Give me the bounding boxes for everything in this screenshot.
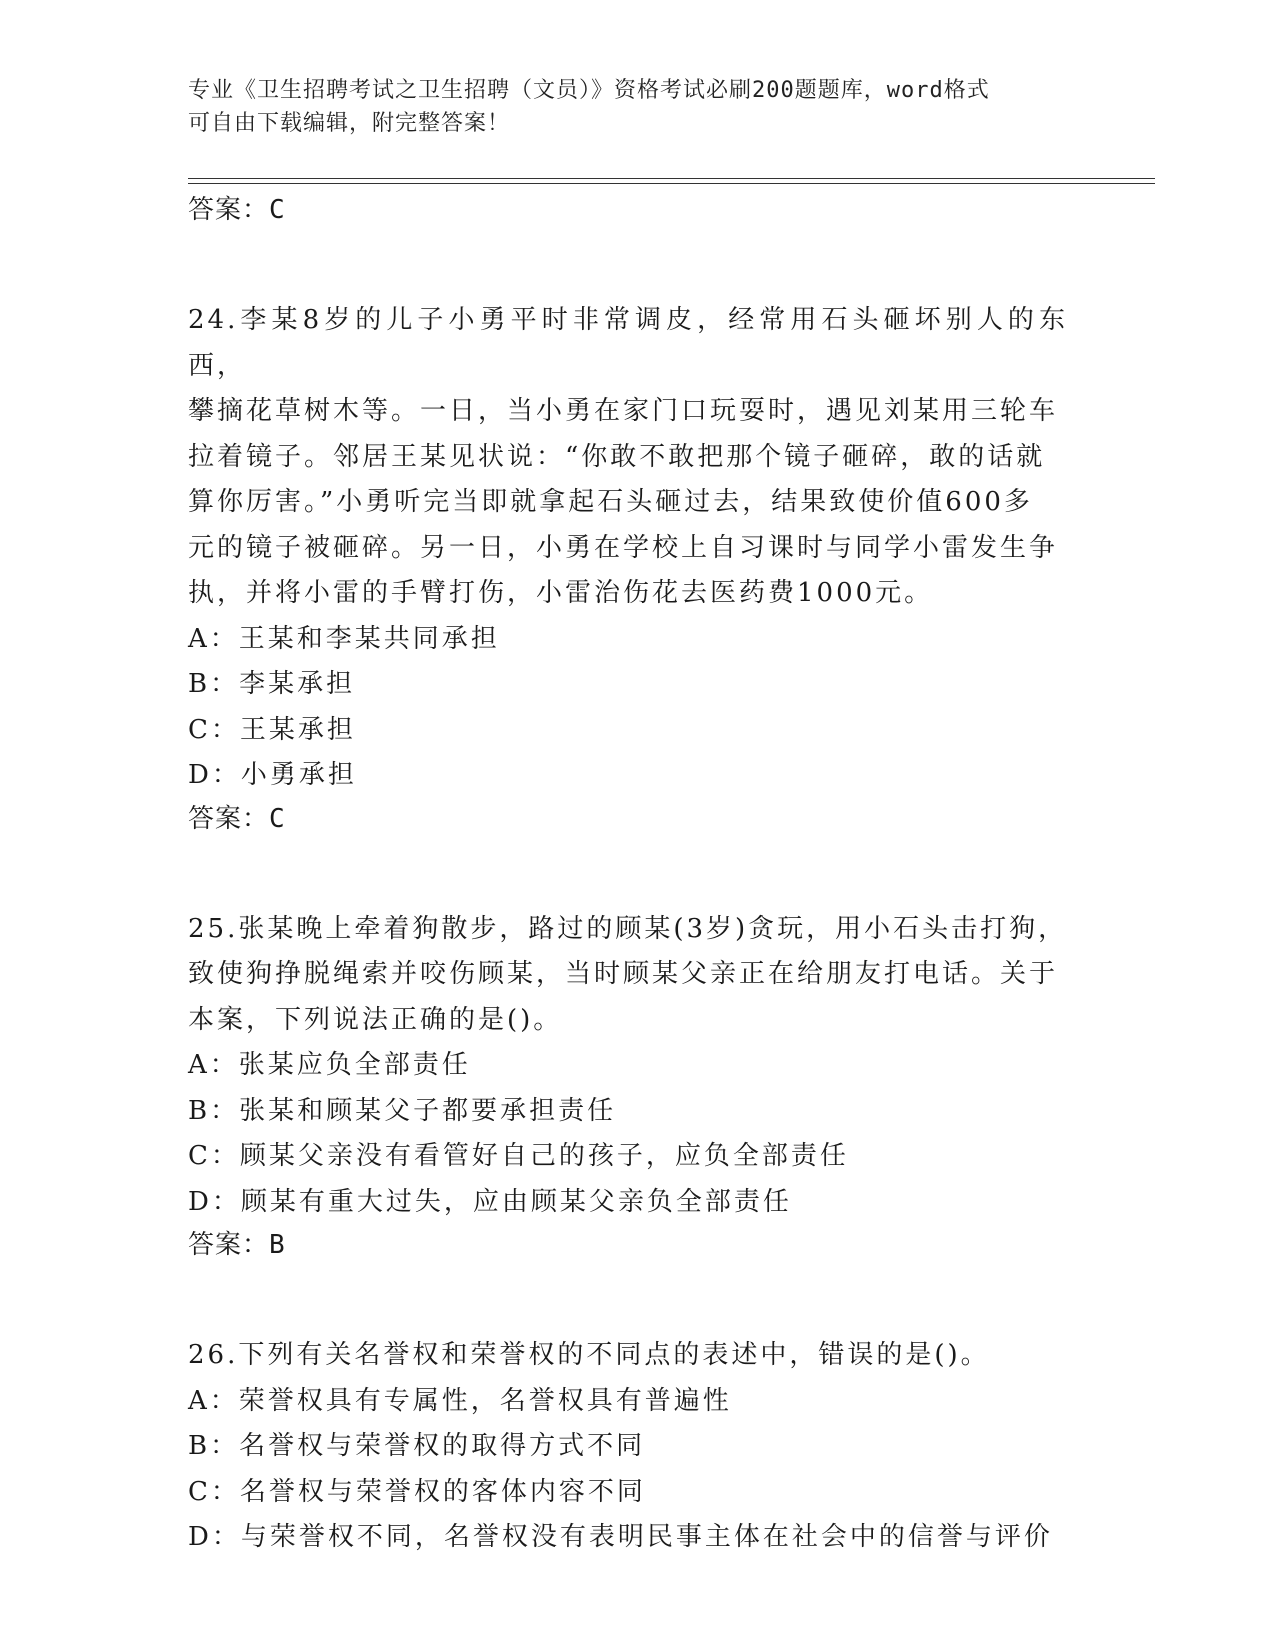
spacer [188, 234, 1068, 298]
header-title-line-1: 专业《卫生招聘考试之卫生招聘（文员）》资格考试必刷200题题库，word格式 [188, 78, 990, 103]
answer: 答案：C [188, 803, 286, 834]
option-a: A：张某应负全部责任 [188, 1050, 471, 1080]
option-a: A：王某和李某共同承担 [188, 623, 500, 654]
answer-previous-question: 答案：C [188, 195, 286, 225]
question-stem-line: 致使狗挣脱绳索并咬伤顾某，当时顾某父亲正在给朋友打电话。关于 [188, 959, 1059, 989]
option-b: B：名誉权与荣誉权的取得方式不同 [188, 1431, 646, 1461]
answer: 答案：B [188, 1230, 286, 1260]
header-divider [188, 178, 1155, 179]
option-d: D：顾某有重大过失，应由顾某父亲负全部责任 [188, 1186, 792, 1217]
header-divider-thin [188, 183, 1155, 184]
question-stem-line: 拉着镜子。邻居王某见状说：“你敢不敢把那个镜子砸碎，敢的话就 [188, 441, 1046, 472]
question-stem-line: 算你厉害。”小勇听完当即就拿起石头砸过去，结果致使价值600多 [188, 487, 1033, 517]
question-stem [188, 1333, 1068, 1379]
option-a: A：荣誉权具有专属性，名誉权具有普遍性 [188, 1385, 732, 1416]
question-24 [188, 298, 1068, 843]
question-stem-line: 24.李某8岁的儿子小勇平时非常调皮，经常用石头砸坏别人的东西， [188, 305, 1068, 381]
page-header [188, 74, 1088, 140]
question-stem-line: 执，并将小雷的手臂打伤，小雷治伤花去医药费1000元。 [188, 578, 934, 608]
document-body [188, 190, 1068, 1561]
option-b: B：李某承担 [188, 669, 356, 699]
question-stem [188, 298, 1068, 617]
spacer [188, 1269, 1068, 1333]
question-stem-line: 26.下列有关名誉权和荣誉权的不同点的表述中，错误的是()。 [188, 1340, 990, 1370]
option-d: D：与荣誉权不同，名誉权没有表明民事主体在社会中的信誉与评价 [188, 1522, 1053, 1552]
question-stem-line: 攀摘花草树木等。一日，当小勇在家门口玩耍时，遇见刘某用三轮车 [188, 396, 1059, 426]
question-stem-line: 元的镜子被砸碎。另一日，小勇在学校上自习课时与同学小雷发生争 [188, 532, 1059, 563]
question-stem-line: 本案，下列说法正确的是()。 [188, 1004, 563, 1035]
spacer [188, 843, 1068, 907]
question-25 [188, 907, 1068, 1270]
question-stem [188, 907, 1068, 1044]
header-title-line-2: 可自由下载编辑，附完整答案！ [188, 111, 511, 136]
question-stem-line: 25.张某晚上牵着狗散步，路过的顾某(3岁)贪玩，用小石头击打狗， [188, 913, 1068, 944]
option-d: D：小勇承担 [188, 760, 357, 790]
option-c: C：王某承担 [188, 714, 356, 745]
option-b: B：张某和顾某父子都要承担责任 [188, 1095, 617, 1126]
option-c: C：名誉权与荣誉权的客体内容不同 [188, 1476, 646, 1507]
option-c: C：顾某父亲没有看管好自己的孩子，应负全部责任 [188, 1141, 849, 1171]
question-26 [188, 1333, 1068, 1561]
